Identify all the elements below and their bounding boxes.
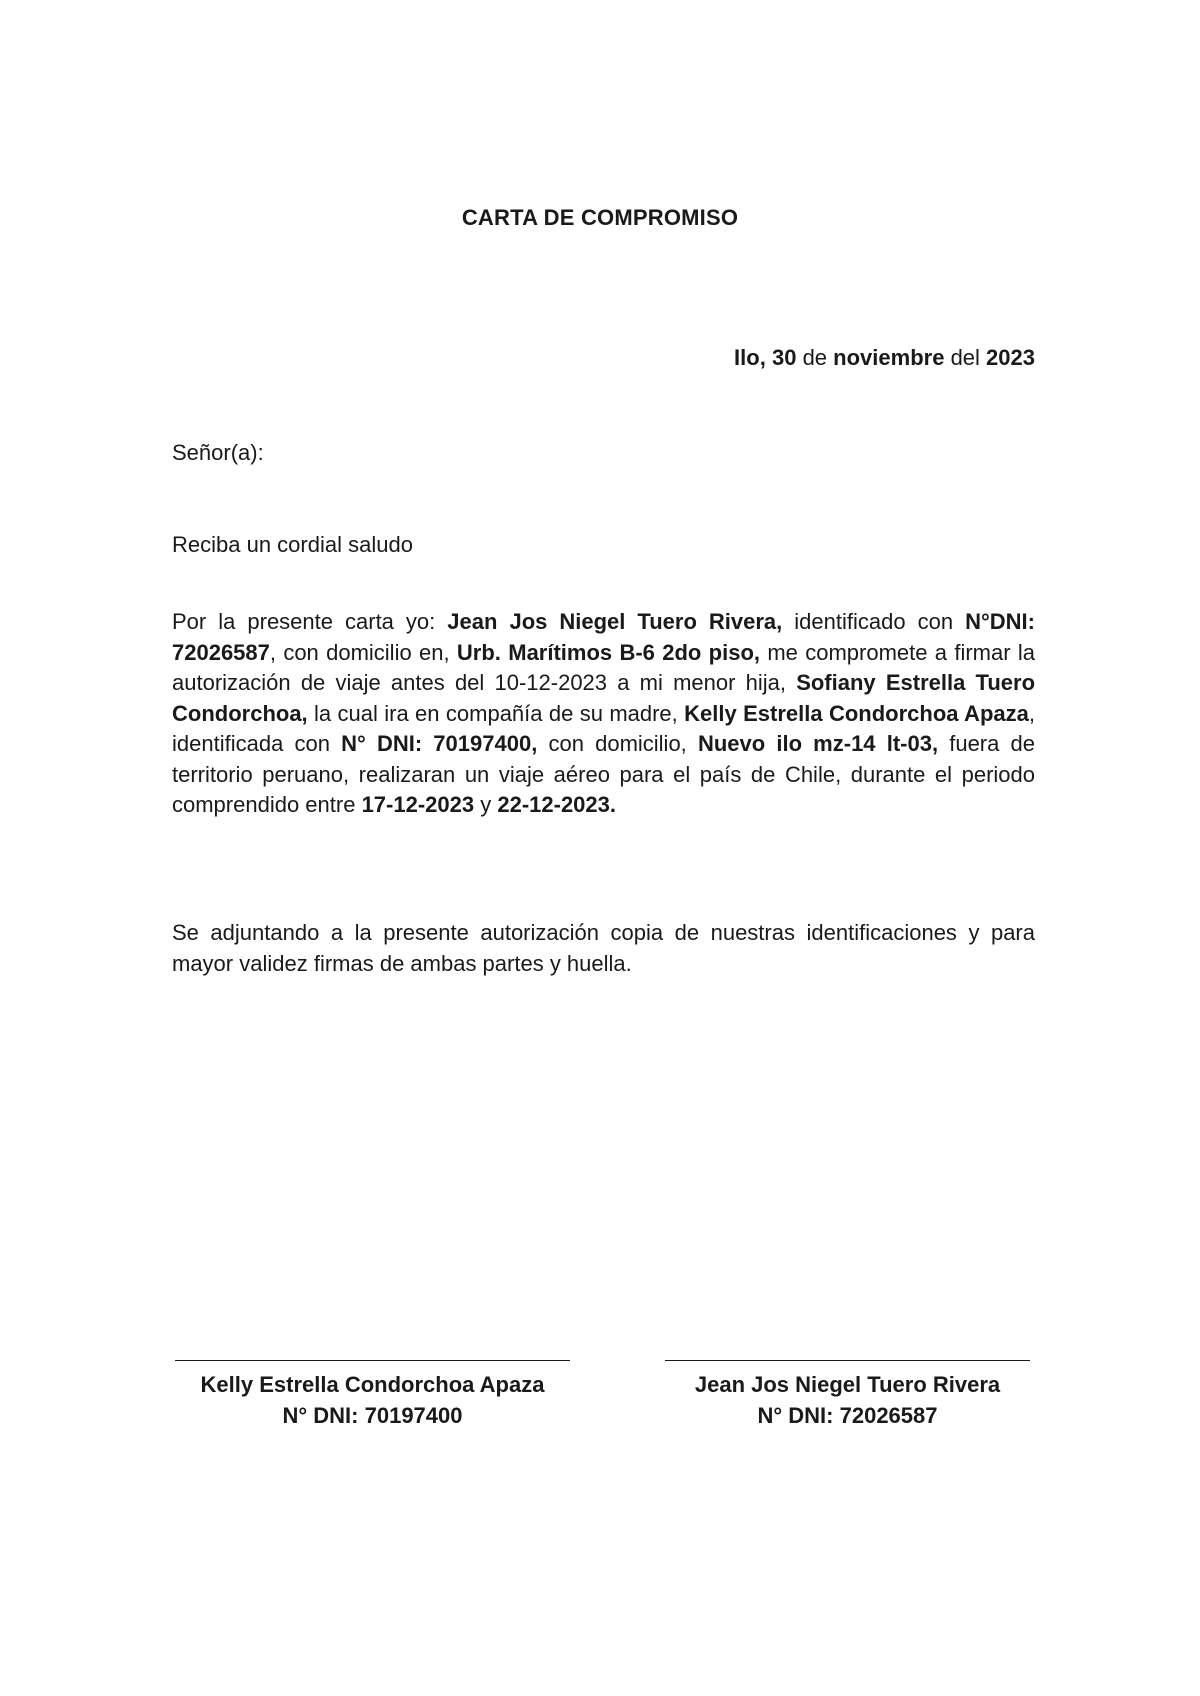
date-del: del [950,345,980,370]
signature-dni: N° DNI: 70197400 [282,1403,463,1428]
para1-text-8: fuera de territorio peruano, realizaran un viaje aéreo para el país de Chile, durante el periodo comprendido entre [172,731,1035,817]
para1-text-6: , identificada con [172,700,1035,756]
para1-text-2: identificado con [782,609,966,634]
signature-line [665,1360,1030,1361]
para1-text-4: me compromete a firmar la autorización de viaje antes del 10-12-2023 a mi menor hija, [172,639,1036,695]
date-line [734,345,1035,371]
greeting: Reciba un cordial saludo [172,532,413,557]
trip-start-date: 17-12-2023 [361,792,475,817]
father-dni: N°DNI: 72026587 [172,609,1035,665]
signature-name: Jean Jos Niegel Tuero Rivera [694,1372,1001,1397]
daughter-name: Sofiany Estrella Tuero Condorchoa, [172,670,1036,726]
signature-block-father [665,1360,1030,1431]
date-day: 30 [771,345,797,370]
document-title: CARTA DE COMPROMISO [461,205,739,230]
date-de: de [802,345,828,370]
mother-name: Kelly Estrella Condorchoa Apaza [684,700,1029,726]
date-month: noviembre [833,345,945,370]
para1-text-7: con domicilio, [537,731,698,756]
para1-text-1: Por la presente carta yo: [172,609,448,634]
signature-dni: N° DNI: 72026587 [757,1403,938,1428]
para1-text-9: y [474,792,498,817]
date-city: Ilo, [734,345,766,370]
mother-dni: N° DNI: 70197400, [341,731,538,756]
signature-block-mother [175,1360,570,1431]
signature-line [175,1360,570,1361]
salutation: Señor(a): [172,440,264,465]
father-address: Urb. Marítimos B-6 2do piso, [456,639,761,665]
date-year: 2023 [986,345,1035,370]
para1-text-5: la cual ira en compañía de su madre, [307,700,685,726]
commitment-paragraph [172,607,1035,821]
father-name: Jean Jos Niegel Tuero Rivera, [447,609,783,634]
mother-address: Nuevo ilo mz-14 lt-03, [697,731,939,756]
attachment-paragraph: Se adjuntando a la presente autorización copia de nuestras identificaciones y para mayor validez firmas de ambas partes y huella. [172,920,1035,976]
signature-name: Kelly Estrella Condorchoa Apaza [200,1372,545,1397]
para1-text-3: , con domicilio en, [269,639,457,665]
trip-end-date: 22-12-2023. [497,792,616,817]
